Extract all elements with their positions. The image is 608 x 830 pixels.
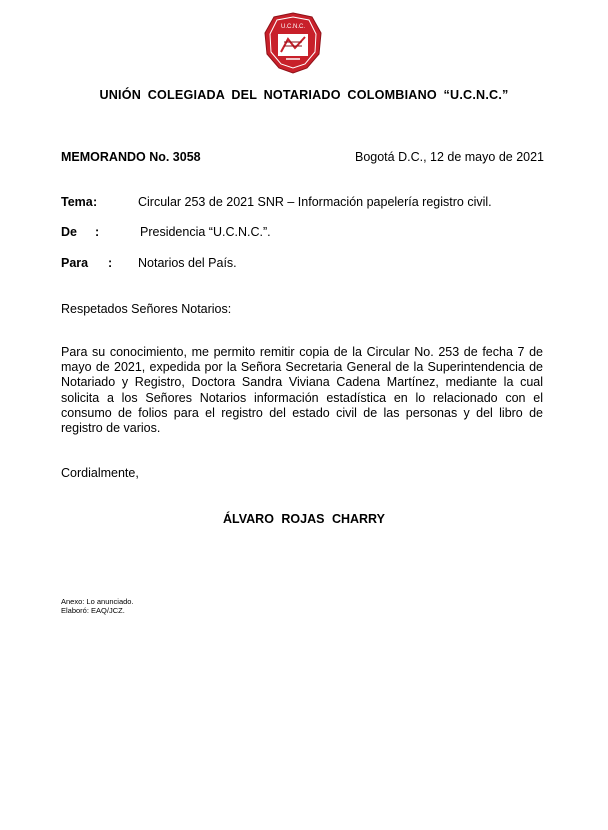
footer-elaboro: Elaboró: EAQ/JCZ.: [61, 606, 125, 615]
body-paragraph: Para su conocimiento, me permito remitir copia de la Circular No. 253 de fecha 7 de mayo de 2021, expedida por la Señora Secretaria General de la Superintendencia de Notariado y Registro, Doctora Sandra Viviana Cadena Martínez, mediante la cual solicita a los Señores Notarios información estadística en lo relacionado con el consumo de folios para el registro del estado civil de las personas y del libro de registro de varios.: [61, 345, 543, 436]
salutation: Respetados Señores Notarios:: [61, 302, 232, 316]
field-tema-label: Tema: [61, 195, 93, 209]
field-de-value: Presidencia “U.C.N.C.”.: [140, 225, 271, 239]
field-tema-value: Circular 253 de 2021 SNR – Información papelería registro civil.: [138, 195, 492, 209]
footer-anexo: Anexo: Lo anunciado.: [61, 597, 134, 606]
field-para-label: Para: [61, 256, 89, 270]
ucnc-seal-logo: [264, 12, 322, 74]
field-tema-colon: :: [93, 195, 98, 209]
logo-monogram: U.C.N.C.: [281, 24, 305, 30]
field-para-value: Notarios del País.: [138, 256, 237, 270]
memo-date: Bogotá D.C., 12 de mayo de 2021: [354, 150, 544, 164]
memo-number: MEMORANDO No. 3058: [61, 150, 201, 164]
field-de-label: De: [61, 225, 77, 239]
signer-name: ÁLVARO ROJAS CHARRY: [223, 512, 385, 526]
field-de-colon: :: [95, 225, 100, 239]
field-para-colon: :: [108, 256, 113, 270]
organization-title: UNIÓN COLEGIADA DEL NOTARIADO COLOMBIANO “U.C.N.C.”: [99, 88, 509, 102]
closing: Cordialmente,: [61, 466, 139, 480]
